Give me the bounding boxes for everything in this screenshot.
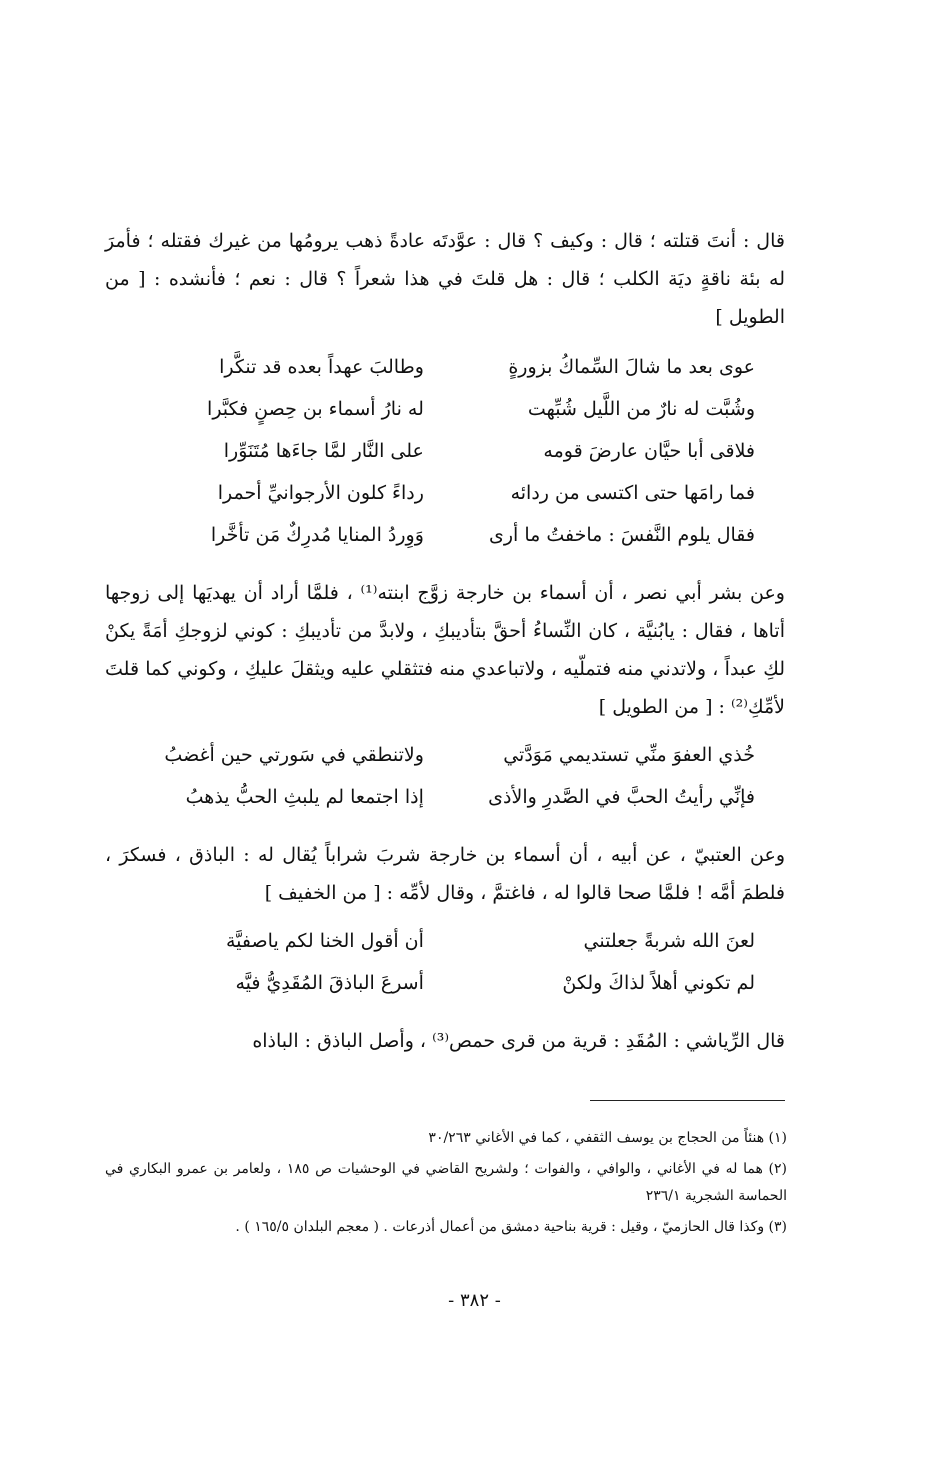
footnote-3: (٣) وكذا قال الحازميّ ، وقيل : قرية بناحية دمشق من أعمال أذرعات . ( معجم البلدان ١٦٥/٥ ) . xyxy=(235,1219,787,1235)
verse-first-half: لعنَ الله شربةً جعلتني xyxy=(583,930,755,952)
footnotes xyxy=(105,1125,787,1245)
paragraph-4: قال الرِّياشي : المُقَدِ : قرية من قرى حمص⁽³⁾ ، وأصل الباذق : الباذاه xyxy=(252,1030,785,1052)
verse-second-half: أسرعَ الباذقَ المُقَدِيُّ فيَّه xyxy=(235,972,424,994)
verse-first-half: وشُبَّت له نارٌ من اللَّيل شُبِّهت xyxy=(527,398,755,420)
verse-second-half: على النَّار لمَّا جاءَها مُتَنَوِّرا xyxy=(223,440,424,462)
verse-second-half: ولاتنطقي في سَورتي حين أغضبُ xyxy=(164,744,424,766)
paragraph-1: قال : أنتَ قتلته ؛ قال : وكيف ؟ قال : عوَّدتَه عادةً ذهب يرومُها من غيرك فقتله ؛ فأمرَ له بئة ناقةٍ ديَة الكلب ؛ قال : هل قلتَ في هذا شعراً ؟ قال : نعم ؛ فأنشده : [ من الطويل ] xyxy=(105,230,785,328)
verse xyxy=(153,514,755,556)
verse xyxy=(153,430,755,472)
verse-second-half: رداءً كلون الأرجوانيِّ أحمرا xyxy=(217,482,424,504)
poem-2 xyxy=(153,734,755,818)
verse xyxy=(153,346,755,388)
verse-first-half: خُذي العفوَ منِّي تستديمي مَوَدَّتي xyxy=(503,744,755,766)
verse xyxy=(153,920,755,962)
verse xyxy=(153,472,755,514)
verse-second-half: له نارُ أسماء بن حِصنٍ فكبَّرا xyxy=(207,398,424,420)
verse-first-half: فإنِّي رأيتُ الحبَّ في الصَّدرِ والأذى xyxy=(488,786,755,808)
verse-first-half: لم تكوني أهلاً لذاكَ ولكنْ xyxy=(562,972,755,994)
verse xyxy=(153,388,755,430)
verse-second-half: إذا اجتمعا لم يلبثِ الحبُّ يذهبُ xyxy=(185,786,424,808)
verse xyxy=(153,962,755,1004)
verse-first-half: عوى بعد ما شالَ السِّماكُ بزورةٍ xyxy=(508,356,755,378)
verse xyxy=(153,734,755,776)
paragraph-3: وعن العتبيّ ، عن أبيه ، أن أسماء بن خارجة شربَ شراباً يُقال له : الباذق ، فسكرَ ، فلطمَ أمَّه ! فلمَّا صحا قالوا له ، فاغتمَّ ، وقال لأمِّه : [ من الخفيف ] xyxy=(105,844,785,904)
main-text xyxy=(105,222,785,1060)
poem-3 xyxy=(153,920,755,1004)
verse-second-half: وَوِردُ المنايا مُدرِكٌ مَن تأخَّرا xyxy=(210,524,424,546)
page-number: - ٣٨٢ - xyxy=(448,1290,501,1311)
verse-first-half: فقال يلوم النَّفسَ : ماخفتُ ما أرى xyxy=(489,524,755,546)
verse xyxy=(153,776,755,818)
paragraph-2: وعن بشر أبي نصر ، أن أسماء بن خارجة زوَّج ابنته⁽¹⁾ ، فلمَّا أراد أن يهديَها إلى زوجها أتاها ، فقال : يابُنيَّة ، كان النِّساءُ أحقَّ بتأديبكِ ، ولابدَّ من تأديبكِ : كوني لزوجكِ أمَةً يكنْ لكِ عبداً ، ولاتدني منه فتملّيه ، ولاتباعدي منه فتثقلي عليه ويثقلَ عليكِ ، وكوني كما قلتَ لأمِّكِ⁽²⁾ : [ من الطويل ] xyxy=(105,582,785,718)
footnote-divider xyxy=(590,1100,785,1101)
verse-second-half: وطالبَ عهداً بعده قد تنكَّرا xyxy=(219,356,424,378)
verse-second-half: أن أقول الخنا لكم ياصفيَّة xyxy=(225,930,424,952)
poem-1 xyxy=(153,346,755,556)
verse-first-half: فلاقى أبا حيَّان عارضَ قومه xyxy=(543,440,755,462)
footnote-1: (١) هنئاً من الحجاج بن يوسف الثقفي ، كما في الأغاني ٣٠/٢٦٣ xyxy=(428,1130,787,1146)
verse-first-half: فما رامَها حتى اكتسى من ردائه xyxy=(510,482,755,504)
footnote-2: (٢) هما له في الأغاني ، والوافي ، والفوات ؛ ولشريح القاضي في الوحشيات ص ١٨٥ ، ولعامر بن عمرو البكاري في الحماسة الشجرية ٢٣٦/١ xyxy=(105,1161,787,1204)
